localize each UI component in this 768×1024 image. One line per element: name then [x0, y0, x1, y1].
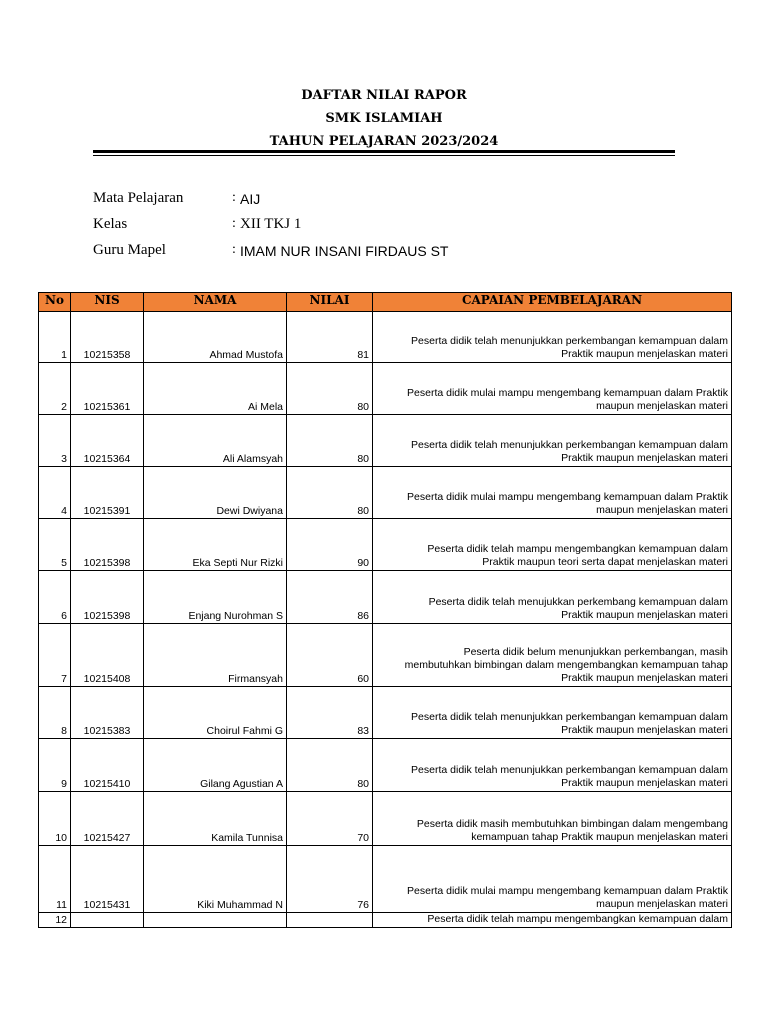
capaian-line: Peserta didik mulai mampu mengembang kemampuan dalam Praktik: [407, 387, 728, 399]
capaian-line: Peserta didik telah menunjukkan perkembangan kemampuan dalam: [411, 711, 728, 723]
table-row: [39, 467, 732, 519]
row-no: 4: [39, 467, 71, 519]
row-capaian: [373, 571, 732, 624]
table-row: [39, 415, 732, 467]
table-row: [39, 792, 732, 846]
header-rule-thin: [93, 155, 675, 156]
row-capaian: [373, 739, 732, 792]
capaian-line: Peserta didik telah menunjukkan perkembangan kemampuan dalam: [411, 335, 728, 347]
row-nis: 10215410: [71, 739, 144, 792]
row-capaian: [373, 624, 732, 687]
row-nilai: 90: [287, 519, 373, 571]
row-no: 10: [39, 792, 71, 846]
capaian-line: Praktik maupun menjelaskan materi: [561, 672, 728, 684]
teacher-separator: :: [232, 242, 236, 257]
header-rule-thick: [93, 150, 675, 153]
row-nis: 10215398: [71, 571, 144, 624]
table-row: [39, 312, 732, 363]
row-nama: Enjang Nurohman S: [144, 571, 287, 624]
row-nis: 10215383: [71, 687, 144, 739]
subject-separator: :: [232, 190, 236, 205]
capaian-line: maupun menjelaskan materi: [596, 898, 728, 910]
subject-value: AIJ: [240, 191, 261, 207]
row-capaian: [373, 792, 732, 846]
row-nama: Ahmad Mustofa: [144, 312, 287, 363]
table-row: [39, 913, 732, 928]
row-nilai: 81: [287, 312, 373, 363]
row-nama: Dewi Dwiyana: [144, 467, 287, 519]
row-nama: Choirul Fahmi G: [144, 687, 287, 739]
capaian-line: membutuhkan bimbingan dalam mengembangkan kemampuan tahap: [404, 659, 728, 671]
capaian-line: Peserta didik mulai mampu mengembang kemampuan dalam Praktik: [407, 491, 728, 503]
capaian-line: Peserta didik telah mampu mengembangkan kemampuan dalam: [427, 913, 728, 925]
row-nilai: 70: [287, 792, 373, 846]
capaian-line: Praktik maupun teori serta dapat menjelaskan materi: [482, 556, 728, 568]
row-capaian: [373, 913, 732, 928]
table-row: [39, 519, 732, 571]
row-nilai: 83: [287, 687, 373, 739]
row-nis: 10215391: [71, 467, 144, 519]
row-nama: Ali Alamsyah: [144, 415, 287, 467]
school-name: SMK ISLAMIAH: [325, 111, 443, 126]
row-nama: Ai Mela: [144, 363, 287, 415]
row-nis: 10215427: [71, 792, 144, 846]
row-nilai: 86: [287, 571, 373, 624]
row-no: 11: [39, 846, 71, 913]
capaian-line: Peserta didik mulai mampu mengembang kemampuan dalam Praktik: [407, 885, 728, 897]
row-nama: Kiki Muhammad N: [144, 846, 287, 913]
table-row: [39, 624, 732, 687]
col-header-capaian: CAPAIAN PEMBELAJARAN: [373, 293, 732, 312]
academic-year: TAHUN PELAJARAN 2023/2024: [269, 134, 499, 149]
row-nilai: 80: [287, 739, 373, 792]
table-row: [39, 571, 732, 624]
capaian-line: Peserta didik telah menunjukkan perkembangan kemampuan dalam: [411, 764, 728, 776]
row-no: 2: [39, 363, 71, 415]
capaian-line: Praktik maupun menjelaskan materi: [561, 452, 728, 464]
capaian-line: Praktik maupun menjelaskan materi: [561, 777, 728, 789]
capaian-line: Praktik maupun menjelaskan materi: [561, 724, 728, 736]
table-row: [39, 739, 732, 792]
grades-table: [38, 292, 732, 928]
col-header-nama: NAMA: [144, 293, 287, 312]
table-row: [39, 363, 732, 415]
capaian-line: Praktik maupun menjelaskan materi: [561, 348, 728, 360]
capaian-line: kemampuan tahap Praktik maupun menjelaskan materi: [471, 831, 728, 843]
row-capaian: [373, 467, 732, 519]
row-nis: 10215361: [71, 363, 144, 415]
class-value: XII TKJ 1: [240, 216, 302, 232]
subject-label: Mata Pelajaran: [93, 190, 184, 206]
row-no: 12: [39, 913, 71, 928]
col-header-nilai: NILAI: [287, 293, 373, 312]
row-capaian: [373, 519, 732, 571]
capaian-line: maupun menjelaskan materi: [596, 400, 728, 412]
capaian-line: Peserta didik telah mampu mengembangkan kemampuan dalam: [427, 543, 728, 555]
capaian-line: Praktik maupun menjelaskan materi: [561, 609, 728, 621]
row-nis: 10215358: [71, 312, 144, 363]
row-no: 8: [39, 687, 71, 739]
row-nama: Kamila Tunnisa: [144, 792, 287, 846]
row-no: 9: [39, 739, 71, 792]
row-nilai: 80: [287, 363, 373, 415]
row-nis: 10215431: [71, 846, 144, 913]
capaian-line: Peserta didik telah menujukkan perkembang kemampuan dalam: [428, 596, 728, 608]
row-nama: Firmansyah: [144, 624, 287, 687]
capaian-line: Peserta didik telah menunjukkan perkembangan kemampuan dalam: [411, 439, 728, 451]
row-capaian: [373, 687, 732, 739]
row-nis: 10215364: [71, 415, 144, 467]
row-nis: 10215408: [71, 624, 144, 687]
capaian-line: Peserta didik masih membutuhkan bimbingan dalam mengembang: [416, 818, 728, 830]
table-row: [39, 687, 732, 739]
row-no: 6: [39, 571, 71, 624]
teacher-value: IMAM NUR INSANI FIRDAUS ST: [240, 243, 449, 259]
row-nama: Eka Septi Nur Rizki: [144, 519, 287, 571]
row-nis: [71, 913, 144, 928]
row-capaian: [373, 846, 732, 913]
capaian-line: Peserta didik belum menunjukkan perkembangan, masih: [463, 646, 728, 658]
capaian-line: maupun menjelaskan materi: [596, 504, 728, 516]
row-nis: 10215398: [71, 519, 144, 571]
teacher-label: Guru Mapel: [93, 242, 166, 258]
report-title: DAFTAR NILAI RAPOR: [301, 88, 467, 103]
row-nilai: 60: [287, 624, 373, 687]
row-capaian: [373, 415, 732, 467]
row-nilai: 80: [287, 415, 373, 467]
col-header-no: No: [39, 293, 71, 312]
col-header-nis: NIS: [71, 293, 144, 312]
row-nilai: 80: [287, 467, 373, 519]
row-no: 7: [39, 624, 71, 687]
class-separator: :: [232, 216, 236, 231]
row-capaian: [373, 312, 732, 363]
table-header-row: [39, 293, 732, 312]
row-nama: [144, 913, 287, 928]
table-row: [39, 846, 732, 913]
class-label: Kelas: [93, 216, 128, 232]
row-nama: Gilang Agustian A: [144, 739, 287, 792]
row-nilai: [287, 913, 373, 928]
row-no: 1: [39, 312, 71, 363]
row-no: 5: [39, 519, 71, 571]
row-capaian: [373, 363, 732, 415]
row-nilai: 76: [287, 846, 373, 913]
row-no: 3: [39, 415, 71, 467]
